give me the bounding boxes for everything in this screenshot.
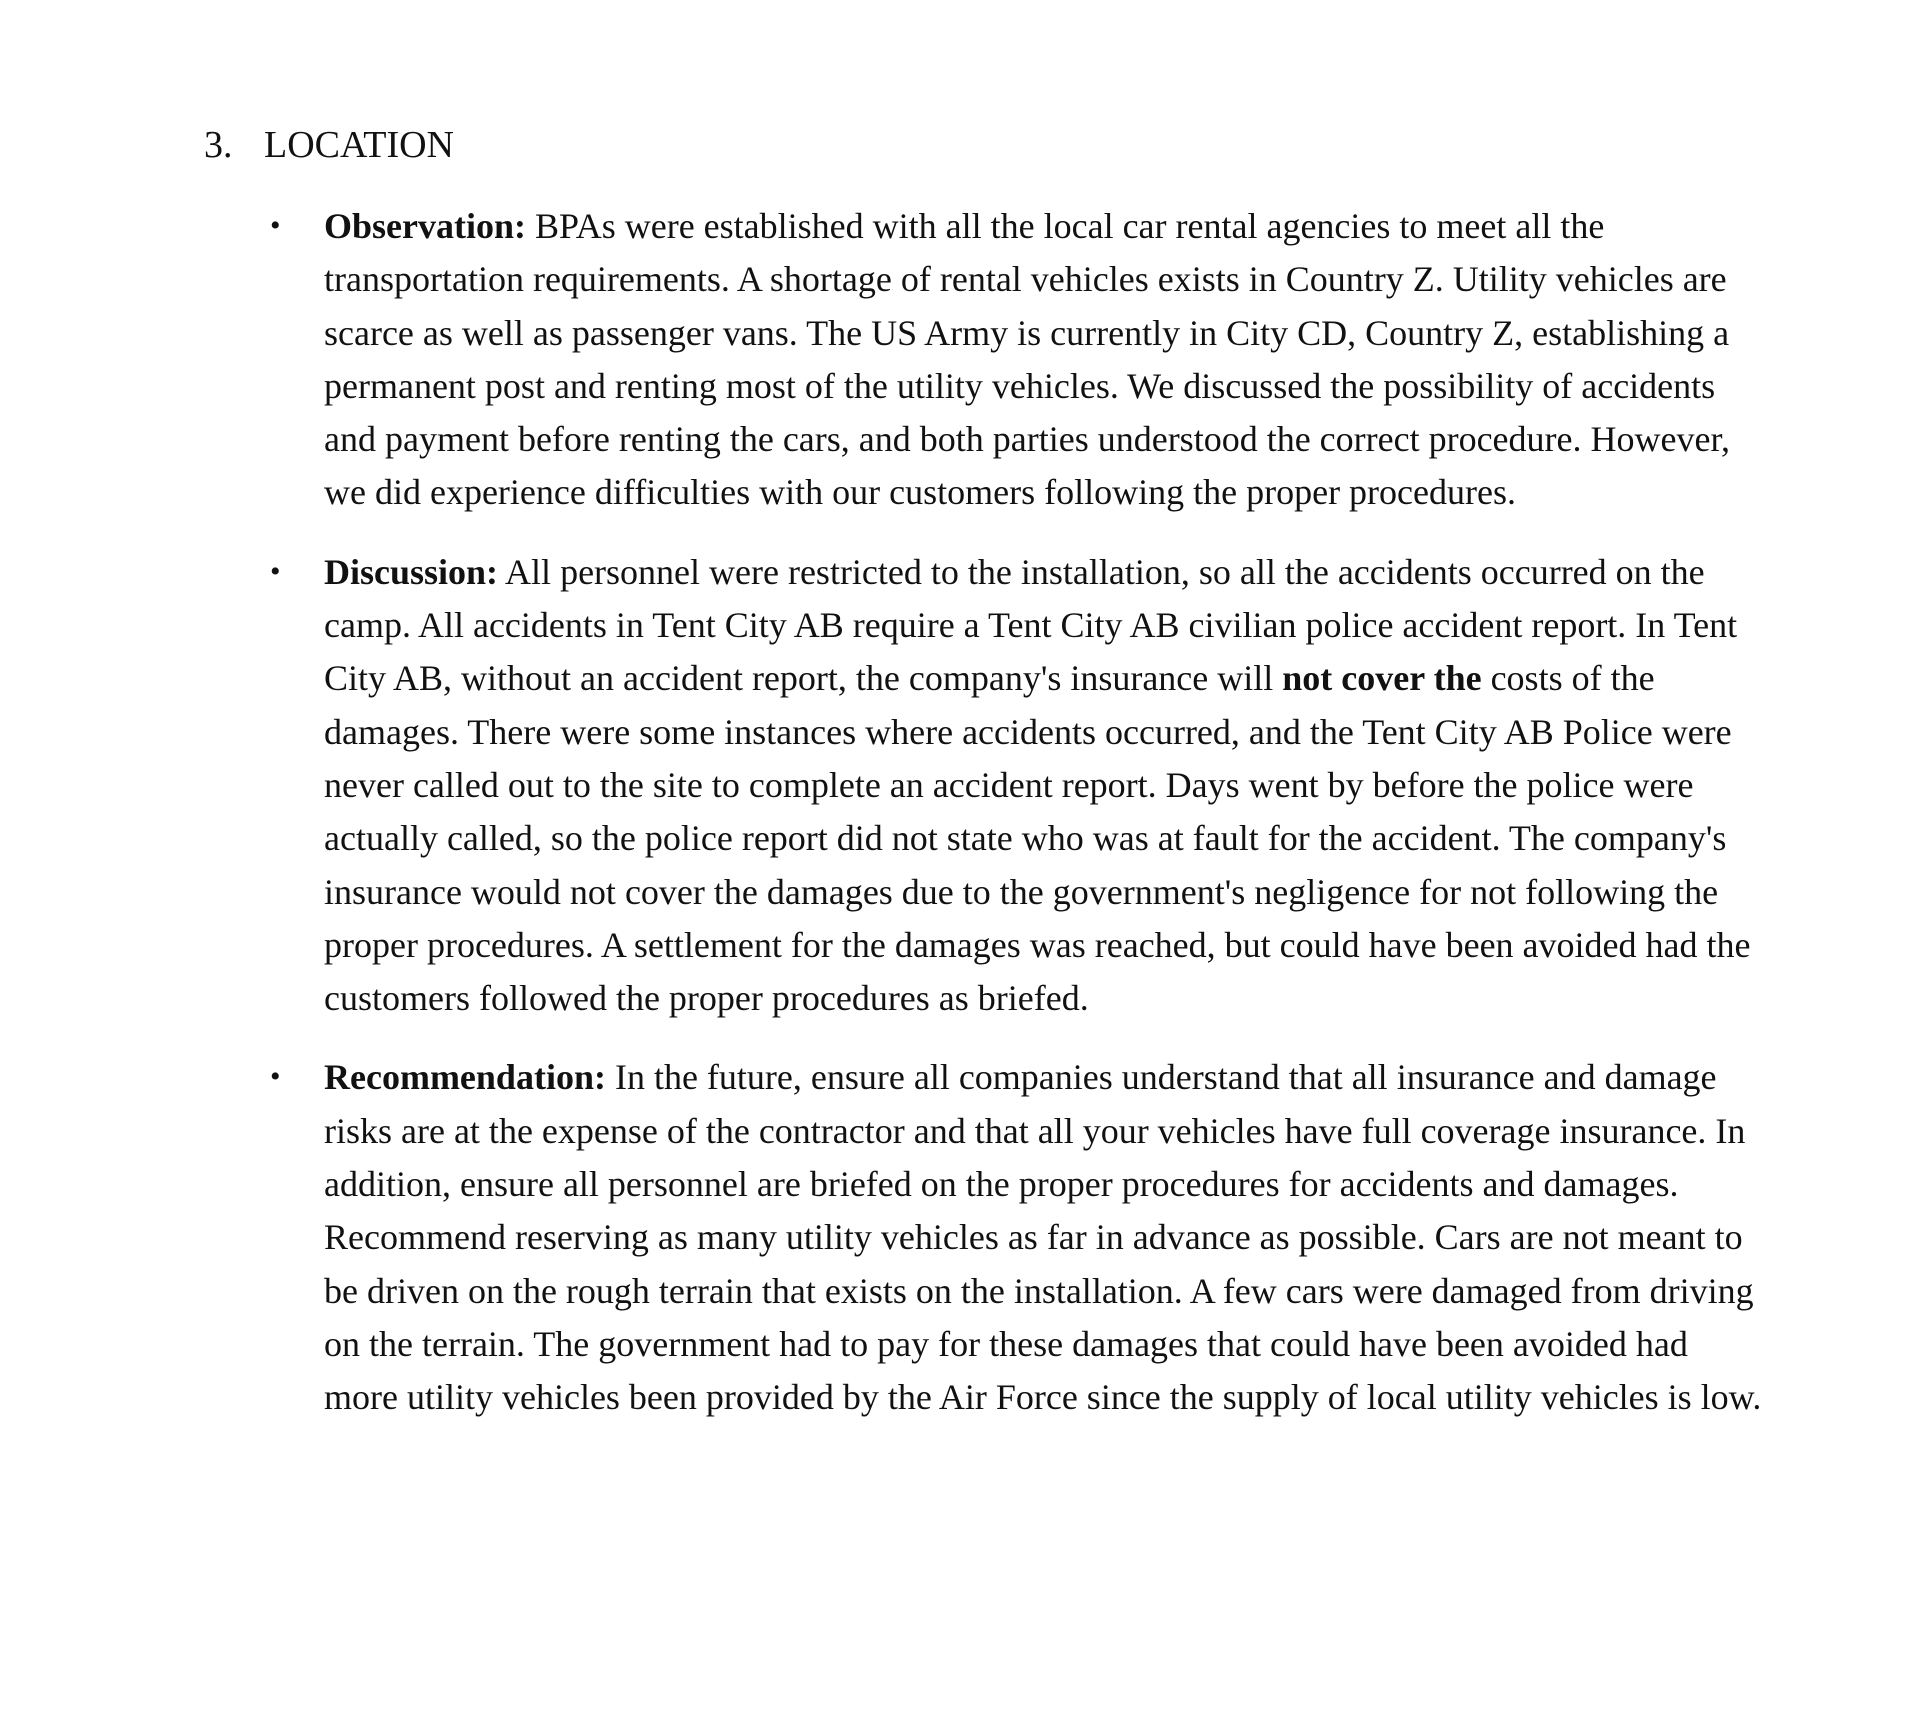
observation-text: BPAs were established with all the local car rental agencies to meet all the transportation requirements. A shortage of rental vehicles exists in Country Z. Utility vehicles are scarce as well as passenger vans. The US Army is currently in City CD, Country Z, establishing a permanent post and renting most of the utility vehicles. We discussed the possibility of accidents and payment before renting the cars, and both parties understood the correct procedure. However, we did experience difficulties with our customers following the proper procedures. bbox=[324, 206, 1731, 513]
discussion-emphasis: not cover the bbox=[1282, 658, 1482, 699]
discussion-item bbox=[270, 546, 1764, 1026]
discussion-text: All personnel were restricted to the installation, so all the accidents occurred on the camp. All accidents in Tent City AB require a Tent City AB civilian police accident report. In Tent City AB, without an accident report, the company's insurance will bbox=[324, 551, 1738, 699]
recommendation-item bbox=[270, 1051, 1764, 1424]
discussion-text-continued: costs of the damages. There were some instances where accidents occurred, and the Tent City AB Police were never called out to the site to complete an accident report. Days went by before the police were actually called, so the police report did not state who was at fault for the accident. The company's insurance would not cover the damages due to the government's negligence for not following the proper procedures. A settlement for the damages was reached, but could have been avoided had the customers followed the proper procedures as briefed. bbox=[324, 658, 1751, 1019]
findings-list bbox=[270, 200, 1764, 1451]
observation-label: Observation: bbox=[324, 206, 526, 246]
bullet-icon: • bbox=[270, 1060, 281, 1094]
section-title: LOCATION bbox=[264, 124, 454, 166]
bullet-icon: • bbox=[270, 209, 281, 242]
recommendation-text: In the future, ensure all companies understand that all insurance and damage risks are at the expense of the contractor and that all your vehicles have full coverage insurance. In addition, ensure all personnel are briefed on the proper procedures for accidents and damages. Recommend reserving as many utility vehicles as far in advance as possible. Cars are not meant to be driven on the rough terrain that exists on the installation. A few cars were damaged from driving on the terrain. The government had to pay for these damages that could have been avoided had more utility vehicles been provided by the Air Force since the supply of local utility vehicles is low. bbox=[324, 1057, 1762, 1418]
recommendation-label: Recommendation: bbox=[324, 1057, 606, 1098]
discussion-label: Discussion: bbox=[324, 551, 499, 592]
bullet-icon: • bbox=[270, 554, 281, 588]
section-number: 3. bbox=[204, 124, 233, 166]
section-heading bbox=[204, 118, 454, 172]
observation-item bbox=[270, 200, 1764, 520]
